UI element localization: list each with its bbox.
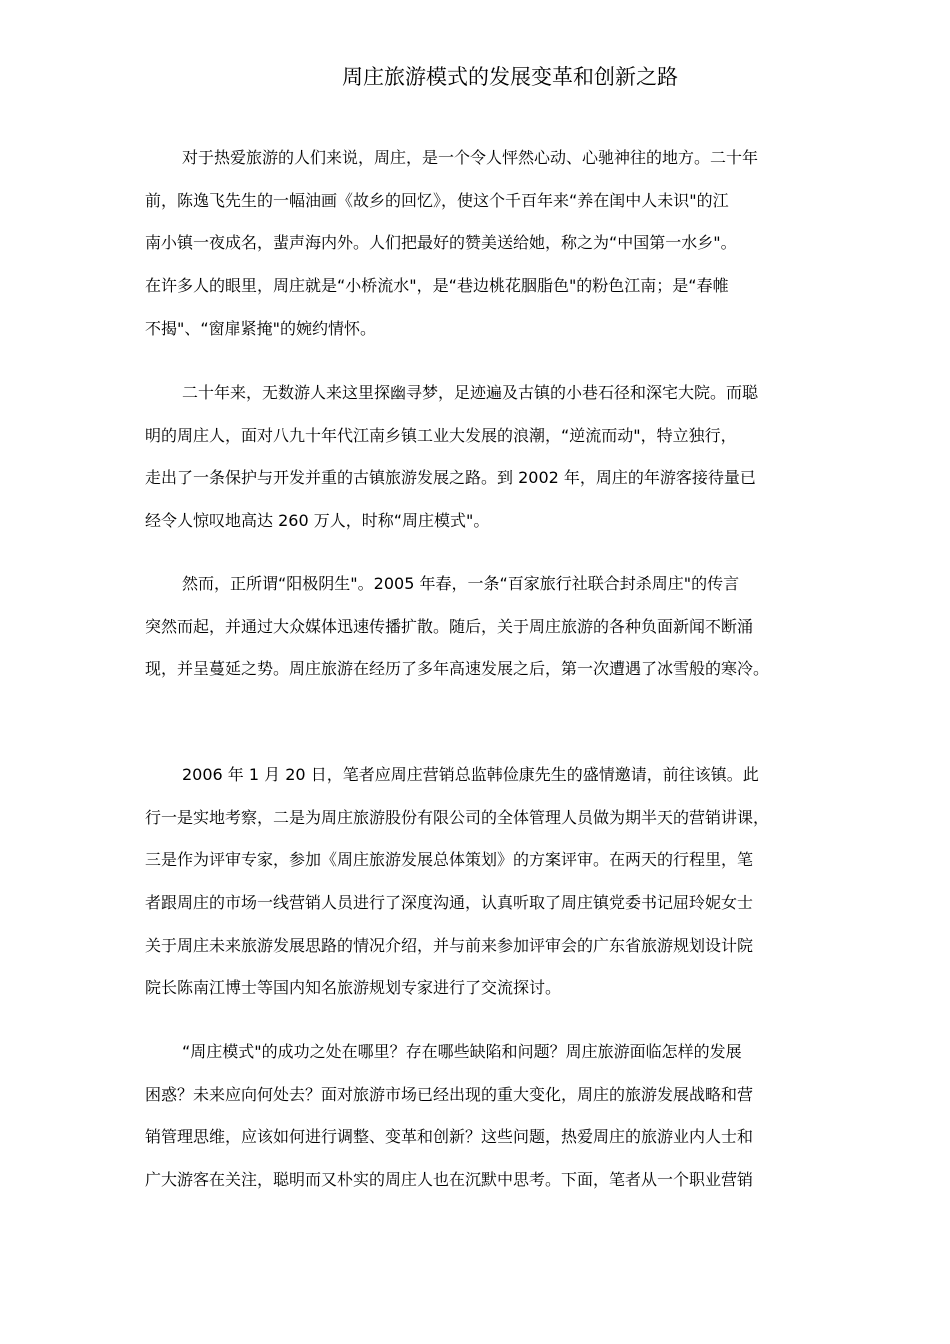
paragraph-line: 困惑？未来应向何处去？面对旅游市场已经出现的重大变化，周庄的旅游发展战略和营 bbox=[145, 1084, 754, 1104]
paragraph-line: 2006 年 1 月 20 日，笔者应周庄营销总监韩俭康先生的盛情邀请，前往该镇。此 bbox=[182, 765, 759, 784]
paragraph-line: 行一是实地考察，二是为周庄旅游股份有限公司的全体管理人员做为期半天的营销讲课， bbox=[145, 807, 770, 827]
paragraph-line: 现，并呈蔓延之势。周庄旅游在经历了多年高速发展之后，第一次遭遇了冰雪般的寒冷。 bbox=[145, 659, 770, 679]
paragraph-2 bbox=[145, 372, 883, 543]
paragraph-line: 不揭"、“窗扉紧掩"的婉约情怀。 bbox=[145, 318, 377, 338]
paragraph-4 bbox=[145, 754, 883, 1010]
paragraph-line: 二十年来，无数游人来这里探幽寻梦，足迹遍及古镇的小巷石径和深宅大院。而聪 bbox=[182, 383, 759, 402]
paragraph-line: “周庄模式"的成功之处在哪里？存在哪些缺陷和问题？周庄旅游面临怎样的发展 bbox=[182, 1042, 742, 1061]
paragraph-line: 广大游客在关注，聪明而又朴实的周庄人也在沉默中思考。下面，笔者从一个职业营销 bbox=[145, 1170, 754, 1190]
paragraph-3 bbox=[145, 563, 883, 691]
paragraph-line: 院长陈南江博士等国内知名旅游规划专家进行了交流探讨。 bbox=[145, 978, 562, 998]
paragraph-line: 明的周庄人，面对八九十年代江南乡镇工业大发展的浪潮，“逆流而动"，特立独行， bbox=[145, 425, 737, 445]
paragraph-line: 销管理思维，应该如何进行调整、变革和创新？这些问题，热爱周庄的旅游业内人士和 bbox=[145, 1127, 754, 1147]
paragraph-5 bbox=[145, 1031, 883, 1202]
paragraph-line: 经令人惊叹地高达 260 万人，时称“周庄模式"。 bbox=[145, 511, 490, 531]
document-title: 周庄旅游模式的发展变革和创新之路 bbox=[342, 65, 678, 89]
paragraph-line: 者跟周庄的市场一线营销人员进行了深度沟通，认真听取了周庄镇党委书记屈玲妮女士 bbox=[145, 893, 754, 913]
paragraph-1 bbox=[145, 137, 883, 350]
paragraph-line: 南小镇一夜成名，蜚声海内外。人们把最好的赞美送给她，称之为“中国第一水乡"。 bbox=[145, 233, 737, 253]
paragraph-line: 走出了一条保护与开发并重的古镇旅游发展之路。到 2002 年，周庄的年游客接待量已 bbox=[145, 468, 756, 488]
paragraph-line: 前，陈逸飞先生的一幅油画《故乡的回忆》，使这个千百年来“养在闺中人未识"的江 bbox=[145, 190, 729, 210]
paragraph-line: 突然而起，并通过大众媒体迅速传播扩散。随后，关于周庄旅游的各种负面新闻不断涌 bbox=[145, 616, 754, 636]
paragraph-line: 三是作为评审专家，参加《周庄旅游发展总体策划》的方案评审。在两天的行程里，笔 bbox=[145, 850, 754, 870]
paragraph-line: 然而，正所谓“阳极阴生"。2005 年春，一条“百家旅行社联合封杀周庄"的传言 bbox=[182, 574, 740, 593]
paragraph-line: 在许多人的眼里，周庄就是“小桥流水"，是“巷边桃花胭脂色"的粉色江南；是“春帷 bbox=[145, 276, 729, 296]
paragraph-line: 关于周庄未来旅游发展思路的情况介绍，并与前来参加评审会的广东省旅游规划设计院 bbox=[145, 935, 754, 955]
paragraph-line: 对于热爱旅游的人们来说，周庄，是一个令人怦然心动、心驰神往的地方。二十年 bbox=[182, 148, 759, 167]
